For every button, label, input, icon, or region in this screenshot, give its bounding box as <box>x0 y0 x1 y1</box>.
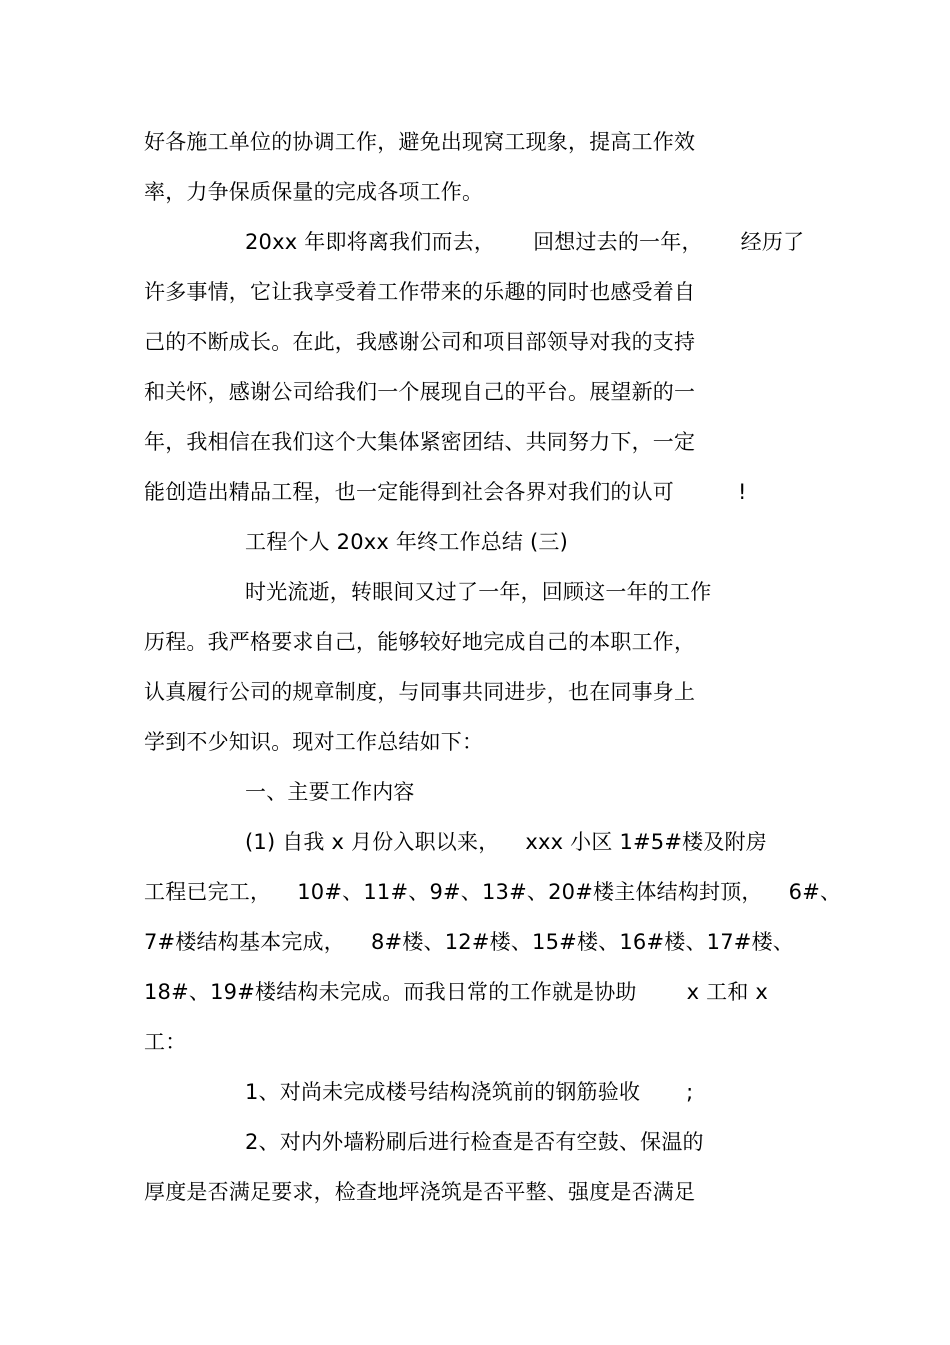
paragraph-line: 厚度是否满足要求，检查地坪浇筑是否平整、强度是否满足 <box>144 1180 696 1204</box>
text-segment: 回想过去的一年， <box>533 230 703 254</box>
text-segment: 6#、 <box>788 880 842 904</box>
paragraph-line: 许多事情，它让我享受着工作带来的乐趣的同时也感受着自 <box>144 280 696 304</box>
text-segment: 7#楼结构基本完成， <box>144 930 345 954</box>
text-segment: 20xx 年即将离我们而去， <box>245 230 496 254</box>
paragraph-line <box>245 226 925 258</box>
text-segment: 10#、11#、9#、13#、20#楼主体结构封顶， <box>297 880 763 904</box>
text-segment: ; <box>686 1080 694 1104</box>
text-segment: ! <box>738 480 747 504</box>
paragraph-line: 历程。我严格要求自己，能够较好地完成自己的本职工作， <box>144 630 696 654</box>
paragraph-line: 认真履行公司的规章制度，与同事共同进步，也在同事身上 <box>144 680 696 704</box>
list-item: 2、对内外墙粉刷后进行检查是否有空鼓、保温的 <box>245 1130 704 1154</box>
paragraph-line: 和关怀，感谢公司给我们一个展现自己的平台。展望新的一 <box>144 380 696 404</box>
paragraph-line <box>144 926 824 958</box>
text-segment: (1) 自我 x 月份入职以来， <box>245 830 500 854</box>
paragraph-line: 率，力争保质保量的完成各项工作。 <box>144 180 484 204</box>
section-heading: 工程个人 20xx 年终工作总结 (三) <box>245 530 568 554</box>
paragraph-line: 年，我相信在我们这个大集体紧密团结、共同努力下，一定 <box>144 430 696 454</box>
text-segment: 1、对尚未完成楼号结构浇筑前的钢筋验收 <box>245 1080 641 1104</box>
text-segment: 能创造出精品工程，也一定能得到社会各界对我们的认可 <box>144 480 674 504</box>
list-item <box>245 1076 925 1108</box>
text-segment: xxx 小区 1#5#楼及附房 <box>525 830 767 854</box>
subheading: 一、主要工作内容 <box>245 780 415 804</box>
text-segment: x 工和 x <box>686 980 769 1004</box>
text-segment: 工程已完工， <box>144 880 272 904</box>
paragraph-line <box>144 876 842 908</box>
paragraph-line <box>144 476 824 508</box>
paragraph-line <box>245 826 925 858</box>
text-segment: 18#、19#楼结构未完成。而我日常的工作就是协助 <box>144 980 637 1004</box>
paragraph-line: 学到不少知识。现对工作总结如下： <box>144 730 484 754</box>
text-segment: 经历了 <box>740 230 805 254</box>
paragraph-line: 己的不断成长。在此，我感谢公司和项目部领导对我的支持 <box>144 330 696 354</box>
paragraph-line <box>144 976 824 1008</box>
paragraph-line: 好各施工单位的协调工作，避免出现窝工现象，提高工作效 <box>144 130 696 154</box>
text-segment: 8#楼、12#楼、15#楼、16#楼、17#楼、 <box>370 930 794 954</box>
paragraph-line: 时光流逝，转眼间又过了一年，回顾这一年的工作 <box>245 580 712 604</box>
paragraph-line: 工： <box>144 1030 187 1054</box>
